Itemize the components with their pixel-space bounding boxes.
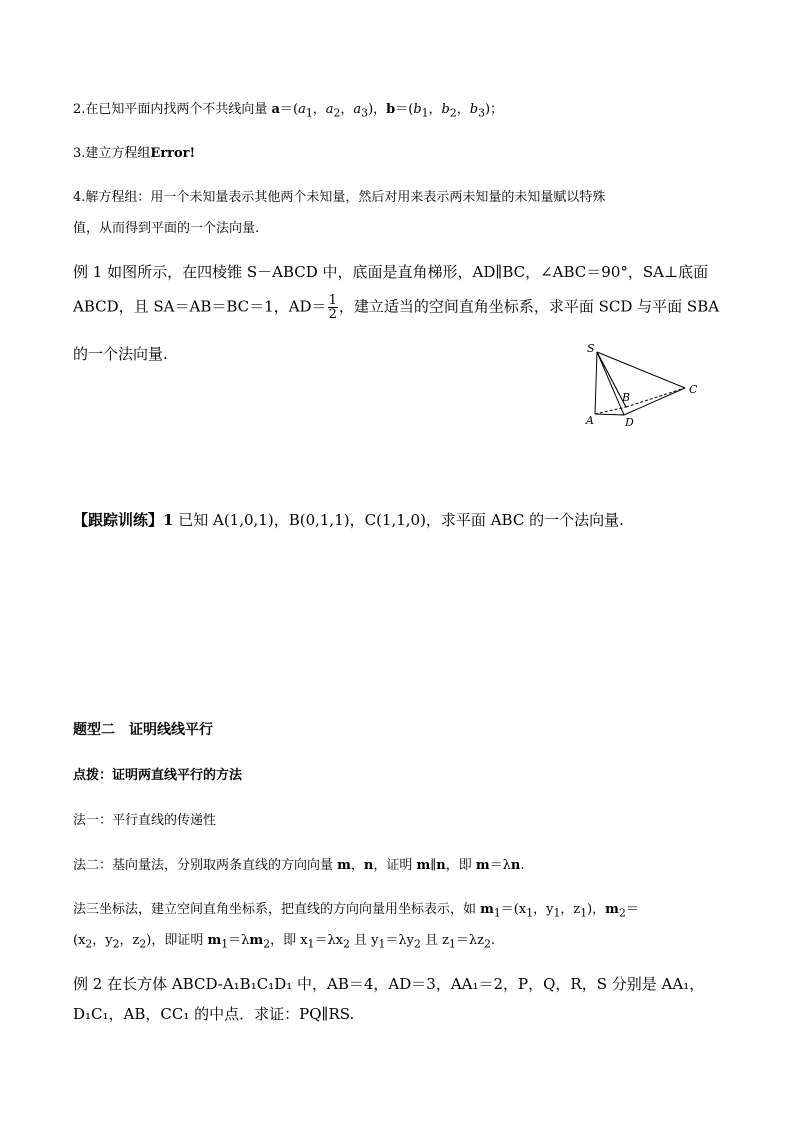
example-2-line-2: D₁C₁，AB，CC₁ 的中点．求证：PQ∥RS. xyxy=(73,1005,355,1023)
m3-d: ＝ xyxy=(625,902,639,917)
tip-label: 点拨：证明两直线平行的方法 xyxy=(73,768,243,783)
edge-dc xyxy=(624,388,685,415)
z1t: ，z xyxy=(560,902,581,917)
qy1-sub: 1 xyxy=(378,937,386,951)
practice-problem xyxy=(73,509,624,530)
z2t: ，z xyxy=(119,933,140,948)
vector-pm2: m xyxy=(249,933,264,948)
x2-sub: 2 xyxy=(85,937,93,951)
step-2-eq-a: ＝( xyxy=(279,102,299,117)
frac-num: 1 xyxy=(328,293,337,308)
method-2-end: . xyxy=(520,858,525,873)
eq-lambda: ＝λ xyxy=(489,858,511,873)
m2-sub: 2 xyxy=(618,906,626,920)
a1: a xyxy=(298,102,306,117)
pm1-sub: 1 xyxy=(221,937,229,951)
example-1-line-2-a: ABCD，且 SA＝AB＝BC＝1，AD＝ xyxy=(73,297,327,316)
m3-2h: 且 z xyxy=(420,933,450,948)
vector-m1: m xyxy=(480,902,494,917)
vector-m-2: m xyxy=(416,858,431,873)
b1-sub: 1 xyxy=(421,106,429,120)
a1-sub: 1 xyxy=(305,106,313,120)
qy2-sub: 2 xyxy=(414,937,421,951)
m3-2a: (x xyxy=(73,933,86,948)
vector-b: b xyxy=(386,102,396,117)
step-3 xyxy=(73,142,195,161)
m3-a: 法三坐标法，建立空间直角坐标系，把直线的方向向量用坐标表示，如 xyxy=(73,902,481,917)
m3-2b: )，即证明 xyxy=(146,933,208,948)
m3-b: ＝(x xyxy=(500,902,527,917)
b3-sub: 3 xyxy=(478,106,485,120)
vector-n-2: n xyxy=(436,858,446,873)
step-4-line-2: 值，从而得到平面的一个法向量. xyxy=(73,221,260,236)
m3-2c: ＝λ xyxy=(228,933,250,948)
step-2-eq-b: ＝( xyxy=(395,102,414,117)
y2t: ，y xyxy=(92,933,113,948)
method-2-b: ，证明 xyxy=(373,858,417,873)
example-1-line-2 xyxy=(73,294,719,321)
qx1-sub: 1 xyxy=(307,937,315,951)
method-2 xyxy=(73,854,525,873)
comma: ， xyxy=(428,102,442,117)
comma: ， xyxy=(456,102,470,117)
comma: ， xyxy=(340,102,354,117)
a2: a xyxy=(325,102,334,117)
example-1-line-3: 的一个法向量. xyxy=(73,345,168,363)
edge-bc xyxy=(626,388,685,407)
z2-sub: 2 xyxy=(139,937,147,951)
m3-2d: ，即 x xyxy=(270,933,308,948)
frac-den: 2 xyxy=(328,307,337,322)
example-2-line-1: 例 2 在长方体 ABCD-A₁B₁C₁D₁ 中，AB＝4，AD＝3，AA₁＝2，P，Q，R，S 分别是 AA₁， xyxy=(73,975,705,993)
section-2-title: 题型二 证明线线平行 xyxy=(73,722,213,738)
label-s: S xyxy=(587,342,595,355)
y1-sub: 1 xyxy=(553,906,561,920)
y1t: ，y xyxy=(533,902,554,917)
qz2-sub: 2 xyxy=(484,937,491,951)
b1: b xyxy=(413,102,422,117)
b2-sub: 2 xyxy=(449,106,457,120)
close-b: )； xyxy=(485,102,504,117)
method-3-line-1 xyxy=(73,898,639,920)
step-2-text: 2.在已知平面内找两个不共线向量 xyxy=(73,102,272,117)
m3-2e: ＝λx xyxy=(314,933,344,948)
vector-m2: m xyxy=(605,902,619,917)
m3-2f: 且 y xyxy=(349,933,379,948)
parallel-sign: ∥ xyxy=(430,858,437,873)
a3-sub: 3 xyxy=(361,106,369,120)
edge-sa xyxy=(595,352,597,414)
pm2-sub: 2 xyxy=(263,937,271,951)
x1-sub: 1 xyxy=(526,906,534,920)
b2: b xyxy=(441,102,450,117)
label-a: A xyxy=(586,414,594,427)
m3-2i: ＝λz xyxy=(455,933,484,948)
label-d: D xyxy=(625,416,634,429)
step-4-line-1: 4.解方程组：用一个未知量表示其他两个未知量，然后对用来表示两未知量的未知量赋以特殊 xyxy=(73,190,606,205)
close-a: )， xyxy=(368,102,387,117)
y2-sub: 2 xyxy=(112,937,120,951)
example-1-line-1: 例 1 如图所示，在四棱锥 S－ABCD 中，底面是直角梯形，AD∥BC，∠ABC＝90°，SA⊥底面 xyxy=(73,263,709,281)
m1-sub: 1 xyxy=(493,906,501,920)
label-b: B xyxy=(622,391,631,404)
step-3-text: 3.建立方程组 xyxy=(73,146,151,161)
b3: b xyxy=(469,102,479,117)
method-2-c: ，即 xyxy=(445,858,476,873)
edge-ad xyxy=(595,414,624,415)
m3-c: )， xyxy=(587,902,606,917)
practice-label: 【跟踪训练】1 xyxy=(73,511,174,529)
a2-sub: 2 xyxy=(333,106,341,120)
qx2-sub: 2 xyxy=(343,937,350,951)
a3: a xyxy=(353,102,362,117)
z1-sub: 1 xyxy=(580,906,588,920)
method-1: 法一：平行直线的传递性 xyxy=(73,813,217,828)
m3-2g: ＝λy xyxy=(385,933,414,948)
comma: ， xyxy=(312,102,326,117)
edge-ab xyxy=(595,407,626,414)
pyramid-figure xyxy=(582,340,722,430)
step-2 xyxy=(73,98,503,120)
method-3-line-2 xyxy=(73,929,495,951)
practice-text: 已知 A(1,0,1)，B(0,1,1)，C(1,1,0)，求平面 ABC 的一个法向量. xyxy=(173,511,624,529)
label-c: C xyxy=(689,383,698,396)
vector-m: m xyxy=(337,858,351,873)
vector-a: a xyxy=(271,102,280,117)
sep: ， xyxy=(350,858,364,873)
fraction-one-half xyxy=(328,294,338,321)
error-text: Error! xyxy=(150,146,196,161)
vector-n-3: n xyxy=(510,858,521,873)
method-2-a: 法二：基向量法，分别取两条直线的方向向量 xyxy=(73,858,338,873)
vector-n: n xyxy=(363,858,374,873)
m3-2j: . xyxy=(490,933,496,948)
example-1-line-2-b: ，建立适当的空间直角坐标系，求平面 SCD 与平面 SBA xyxy=(338,297,720,316)
qz1-sub: 1 xyxy=(449,937,456,951)
vector-pm1: m xyxy=(207,933,222,948)
vector-m-3: m xyxy=(475,858,490,873)
